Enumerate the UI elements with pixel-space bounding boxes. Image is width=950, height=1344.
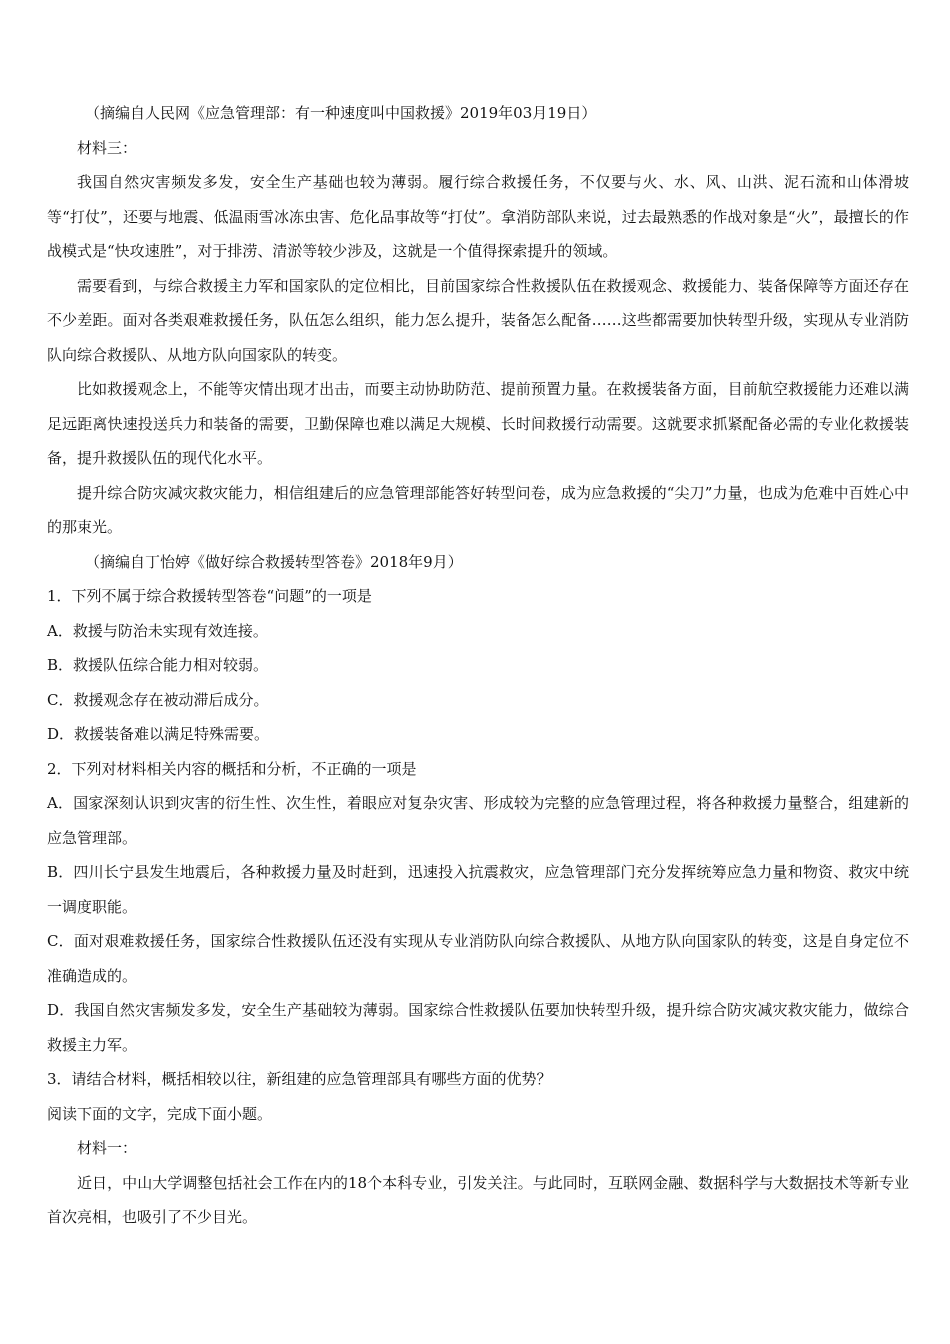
source-citation-1: （摘编自人民网《应急管理部：有一种速度叫中国救援》2019年03月19日） (85, 104, 597, 122)
question-2-option-d: D．我国自然灾害频发多发，安全生产基础较为薄弱。国家综合性救援队伍要加快转型升级，提升综合防灾减灾救灾能力，做综合救援主力军。 (47, 1001, 909, 1054)
material-3-paragraph-3: 比如救援观念上，不能等灾情出现才出击，而要主动协助防范、提前预置力量。在救援装备方面，目前航空救援能力还难以满足远距离快速投送兵力和装备的需要，卫勤保障也难以满足大规模、长时间救援行动需要。这就要求抓紧配备必需的专业化救援装备，提升救援队伍的现代化水平。 (47, 380, 909, 467)
material-3-paragraph-2: 需要看到，与综合救援主力军和国家队的定位相比，目前国家综合性救援队伍在救援观念、救援能力、装备保障等方面还存在不少差距。面对各类艰难救援任务，队伍怎么组织，能力怎么提升，装备怎么配备……这些都需要加快转型升级，实现从专业消防队向综合救援队、从地方队向国家队的转变。 (47, 276, 909, 364)
question-3-stem: 3．请结合材料，概括相较以往，新组建的应急管理部具有哪些方面的优势？ (47, 1070, 552, 1088)
question-1-stem: 1．下列不属于综合救援转型答卷“问题”的一项是 (47, 587, 372, 605)
document-page (47, 96, 909, 1235)
material-3-paragraph-4: 提升综合防灾减灾救灾能力，相信组建后的应急管理部能答好转型问卷，成为应急救援的“尖刀”力量，也成为危难中百姓心中的那束光。 (47, 483, 909, 536)
question-1-option-b: B．救援队伍综合能力相对较弱。 (47, 656, 269, 674)
source-citation-2: （摘编自丁怡婷《做好综合救援转型答卷》2018年9月） (85, 552, 463, 571)
question-2-option-a: A．国家深刻认识到灾害的衍生性、次生性，着眼应对复杂灾害、形成较为完整的应急管理过程，将各种救援力量整合，组建新的应急管理部。 (47, 794, 909, 847)
question-2-option-b: B．四川长宁县发生地震后，各种救援力量及时赶到，迅速投入抗震救灾，应急管理部门充分发挥统筹应急力量和物资、救灾中统一调度职能。 (47, 863, 909, 916)
question-1-option-c: C．救援观念存在被动滞后成分。 (47, 690, 269, 709)
material-3-heading: 材料三： (77, 138, 138, 157)
question-1-option-a: A．救援与防治未实现有效连接。 (47, 621, 268, 640)
material-1-paragraph-1: 近日，中山大学调整包括社会工作在内的18个本科专业，引发关注。与此同时，互联网金融、数据科学与大数据技术等新专业首次亮相，也吸引了不少目光。 (47, 1173, 909, 1226)
material-1-heading: 材料一： (77, 1139, 138, 1157)
reading-instruction: 阅读下面的文字，完成下面小题。 (47, 1104, 273, 1123)
question-2-stem: 2．下列对材料相关内容的概括和分析，不正确的一项是 (47, 759, 417, 778)
question-1-option-d: D．救援装备难以满足特殊需要。 (47, 725, 270, 743)
material-3-paragraph-1: 我国自然灾害频发多发，安全生产基础也较为薄弱。履行综合救援任务，不仅要与火、水、风、山洪、泥石流和山体滑坡等“打仗”，还要与地震、低温雨雪冰冻虫害、危化品事故等“打仗”。拿消防部队来说，过去最熟悉的作战对象是“火”，最擅长的作战模式是“快攻速胜”，对于排涝、清淤等较少涉及，这就是一个值得探索提升的领域。 (47, 173, 909, 260)
question-2-option-c: C．面对艰难救援任务，国家综合性救援队伍还没有实现从专业消防队向综合救援队、从地方队向国家队的转变，这是自身定位不准确造成的。 (47, 932, 909, 985)
